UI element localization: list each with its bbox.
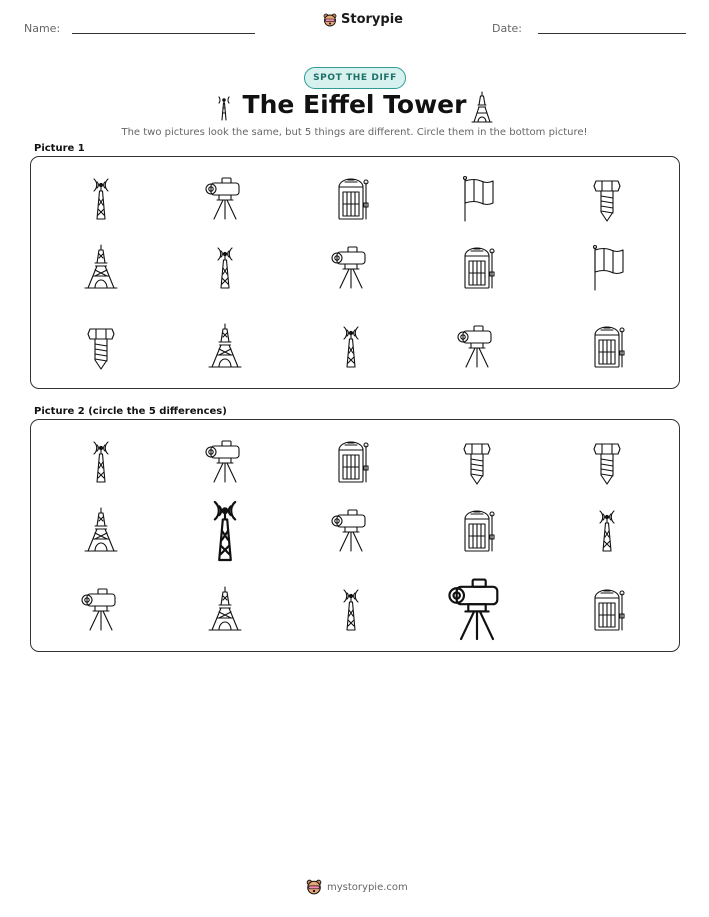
picture-1-elevator-cage-icon bbox=[595, 327, 624, 367]
picture-1-flag-icon bbox=[464, 177, 494, 222]
picture-2-elevator-cage-icon[interactable] bbox=[595, 590, 624, 630]
picture-2-surveyor-level-icon[interactable] bbox=[206, 441, 239, 482]
picture-2-radio-tower-icon[interactable] bbox=[94, 442, 108, 482]
picture-2-surveyor-level-icon[interactable] bbox=[82, 589, 115, 630]
picture-2-panel[interactable] bbox=[30, 419, 680, 652]
picture-1-panel bbox=[30, 156, 680, 389]
picture-2-radio-tower-icon[interactable] bbox=[344, 590, 358, 630]
picture-2-bolt-icon[interactable] bbox=[464, 444, 490, 484]
picture-1-elevator-cage-icon bbox=[465, 248, 494, 288]
picture-1-radio-tower-icon bbox=[344, 327, 358, 367]
date-field[interactable] bbox=[538, 33, 686, 34]
brand-name: Storypie bbox=[341, 12, 403, 27]
worksheet-header bbox=[0, 0, 709, 45]
picture-1-radio-tower-icon bbox=[218, 248, 232, 288]
footer-url[interactable]: mystorypie.com bbox=[327, 881, 408, 893]
name-field[interactable] bbox=[72, 33, 255, 34]
page-title: The Eiffel Tower bbox=[242, 90, 467, 119]
picture-1-elevator-cage-icon bbox=[339, 179, 368, 219]
name-label: Name: bbox=[24, 22, 61, 35]
instructions: The two pictures look the same, but 5 things are different. Circle them in the bottom picture! bbox=[121, 127, 588, 138]
picture-2-grid[interactable] bbox=[31, 420, 681, 653]
picture-1-surveyor-level-icon bbox=[332, 247, 365, 288]
eiffel-tower-icon bbox=[470, 91, 494, 123]
picture-1-label: Picture 1 bbox=[34, 143, 85, 154]
date-label: Date: bbox=[492, 22, 522, 35]
picture-2-radio-tower-icon[interactable] bbox=[600, 511, 614, 551]
picture-2-surveyor-level-icon[interactable] bbox=[332, 510, 365, 551]
picture-2-eiffel-tower-icon[interactable] bbox=[209, 587, 241, 630]
picture-2-eiffel-tower-icon[interactable] bbox=[85, 508, 117, 551]
picture-2-label: Picture 2 (circle the 5 differences) bbox=[34, 406, 227, 417]
brand bbox=[323, 12, 403, 27]
picture-2-elevator-cage-icon[interactable] bbox=[465, 511, 494, 551]
picture-1-surveyor-level-icon bbox=[206, 178, 239, 219]
picture-2-bolt-icon[interactable] bbox=[594, 444, 620, 484]
storypie-bear-logo-icon bbox=[323, 13, 337, 27]
picture-1-bolt-icon bbox=[88, 329, 114, 369]
picture-1-grid bbox=[31, 157, 681, 390]
picture-1-flag-icon bbox=[594, 246, 624, 291]
picture-2-surveyor-level-icon[interactable] bbox=[449, 580, 497, 639]
activity-badge: SPOT THE DIFF bbox=[304, 67, 406, 89]
picture-2-radio-tower-icon[interactable] bbox=[215, 502, 235, 560]
storypie-bear-logo-icon bbox=[306, 879, 322, 895]
picture-2-elevator-cage-icon[interactable] bbox=[339, 442, 368, 482]
picture-1-eiffel-tower-icon bbox=[85, 245, 117, 288]
picture-1-bolt-icon bbox=[594, 181, 620, 221]
picture-1-radio-tower-icon bbox=[94, 179, 108, 219]
picture-1-eiffel-tower-icon bbox=[209, 324, 241, 367]
picture-1-surveyor-level-icon bbox=[458, 326, 491, 367]
footer bbox=[306, 879, 408, 895]
